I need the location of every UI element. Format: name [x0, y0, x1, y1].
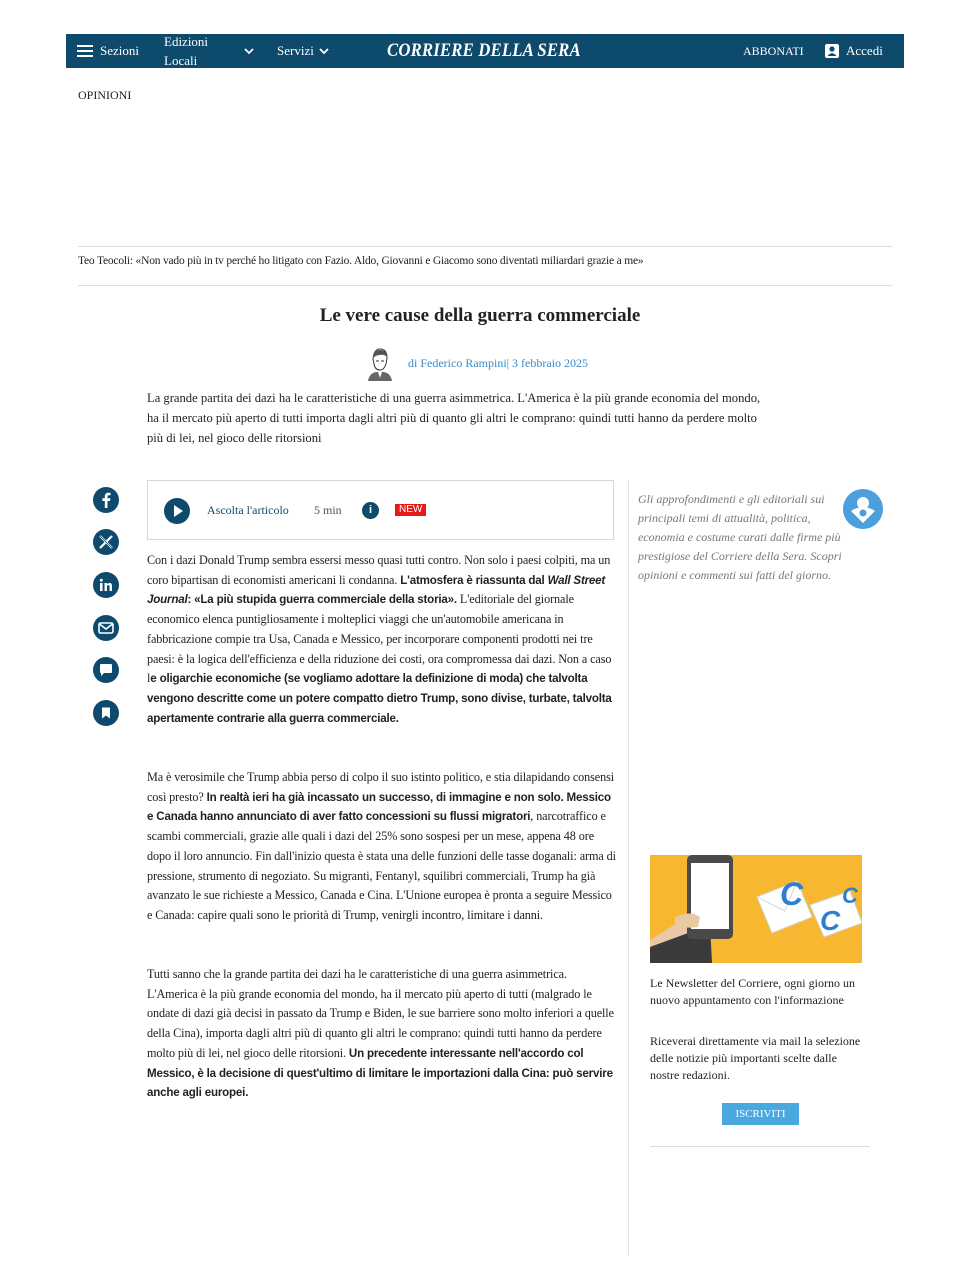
highlight-text: In realtà ieri ha già incassato un successo, di immagine e non solo. Messico e Canada hanno annunciato di aver fatto concessioni su flussi migratori	[147, 790, 611, 824]
paragraph-text: L'editoriale del giornale economico elenca puntigliosamente i molteplici viaggi che un'automobile americana in fabbricazione compie tra Usa, Canada e Messico, per incorporare componenti prodotti nei tre paesi: è la logica dell'efficienza e della riduzione dei costi, ora compromessa dai dazi. Non a caso l	[147, 592, 612, 686]
article-paragraph	[147, 551, 617, 728]
audio-duration: 5 min	[314, 503, 342, 517]
ticker-headline-link[interactable]: Teo Teocoli: «Non vado più in tv perché ho litigato con Fazio. Aldo, Giovanni e Giacomo sono diventati miliardari grazie a me»	[78, 255, 644, 267]
share-facebook-button[interactable]	[93, 487, 119, 513]
author-byline[interactable]: di Federico Rampini| 3 febbraio 2025	[408, 355, 589, 370]
paragraph-text: Tutti sanno che la grande partita dei dazi ha le caratteristiche di una guerra asimmetrica. L'America è la più grande economia del mondo, ha il mercato più aperto di tutti (malgrado le ondate di dazi già decisi in passato da Trump e Biden, le sue barriere sono molto inferiori a quelle della Cina), importa dagli altri più di quanto gli altri le comprano: quindi tutti hanno da perdere molto più di lei, nel gioco delle ritorsioni.	[147, 967, 614, 1060]
highlight-text: L'atmosfera è riassunta dal	[400, 573, 548, 587]
login-button[interactable]	[825, 34, 883, 68]
local-editions-chevron-button[interactable]	[244, 34, 254, 68]
top-navigation-bar	[66, 34, 904, 68]
newsletter-logo-letter: C	[780, 876, 804, 912]
local-editions-label-2: Locali	[164, 53, 198, 68]
newsletter-illustration	[650, 855, 862, 963]
highlight-text: e oligarchie economiche (se vogliamo adottare la definizione di moda) che talvolta vengono descritte come un potere compatto dietro Trump, sono divise, turbate, talvolta apertamente contrarie alla guerra commerciale.	[147, 672, 612, 725]
bookmark-button[interactable]	[93, 700, 119, 726]
lead-line: ha il mercato più aperto di tutti importa dagli altri più di quanto gli altri le comprano: quindi tutti hanno da perdere molto	[147, 411, 757, 425]
audio-player	[147, 480, 614, 540]
mail-icon	[98, 622, 114, 634]
article-lead	[147, 388, 827, 448]
highlight-text: Un precedente interessante nell'accordo col Messico, è la decisione di quest'ultimo di limitare le importazioni dalla Cina: può servire anche agli europei.	[147, 1046, 613, 1100]
share-email-button[interactable]	[93, 615, 119, 641]
site-logo: CORRIERE DELLA SERA	[387, 40, 581, 61]
x-icon	[99, 535, 113, 549]
paragraph-text: Con i dazi Donald Trump sembra essersi messo quasi tutti contro. Non solo i paesi colpiti, ma un coro bipartisan di economisti americani li condanna.	[147, 553, 611, 587]
linkedin-icon	[99, 578, 113, 592]
subscribe-label: ABBONATI	[743, 43, 804, 58]
highlight-text-italic: Wall Street Journal	[147, 573, 606, 607]
chevron-down-icon	[319, 47, 329, 55]
sections-label: Sezioni	[100, 43, 139, 58]
divider	[650, 1146, 870, 1147]
article-paragraph	[147, 768, 617, 926]
user-icon	[825, 44, 839, 58]
new-badge: NEW	[395, 504, 426, 516]
paragraph-text: , narcotraffico e scambi commerciali, grazie alle quali i dazi del 25% sono sospesi per un mese, appena 48 ore dopo il loro annuncio. Fin dall'inizio questa è stata una delle funzioni delle tasse doganali: arma di pressione, strumento di negoziato. Su migranti, Fentanyl, squilibri commerciali, Trump ha già avanzato le sue richieste a Messico, Canada e Cina. L'Unione europea è pronta a seguire Messico e Canada: capire quali sono le priorità di Trump, venirgli incontro, limitare i danni.	[147, 809, 616, 922]
newsletter-logo-letter: C	[820, 905, 841, 936]
chevron-down-icon	[244, 47, 254, 55]
sidebar-divider	[628, 480, 629, 1256]
divider	[78, 285, 892, 286]
highlight-text: : «La più stupida guerra commerciale della storia».	[187, 593, 457, 607]
subscribe-link[interactable]	[743, 34, 804, 68]
newsletter-description: Riceverai direttamente via mail la selezione delle notizie più importanti scelte dalle nostre redazioni.	[650, 1034, 861, 1082]
author-avatar	[362, 345, 398, 381]
newsletter-title: Le Newsletter del Corriere, ogni giorno un nuovo appuntamento con l'informazione	[650, 976, 855, 1007]
article-paragraph	[147, 965, 617, 1103]
listen-article-label[interactable]: Ascolta l'articolo	[207, 503, 289, 517]
share-linkedin-button[interactable]	[93, 572, 119, 598]
facebook-icon	[99, 492, 113, 508]
services-menu[interactable]	[277, 34, 329, 68]
comments-button[interactable]	[93, 657, 119, 683]
share-x-button[interactable]	[93, 529, 119, 555]
lead-line: La grande partita dei dazi ha le caratteristiche di una guerra asimmetrica. L'America è la più grande economia del mondo,	[147, 391, 761, 405]
byline	[362, 345, 588, 381]
paragraph-text: Ma è verosimile che Trump abbia perso di colpo il suo istinto politico, e stia dilapidando consensi così presto?	[147, 770, 615, 804]
article-title: Le vere cause della guerra commerciale	[319, 305, 641, 326]
info-icon[interactable]: i	[362, 502, 379, 519]
bookmark-icon	[101, 707, 111, 719]
comment-icon	[99, 663, 113, 677]
opinions-badge-icon	[843, 489, 883, 529]
sections-menu-button[interactable]	[77, 34, 139, 68]
section-label[interactable]: OPINIONI	[78, 88, 132, 102]
login-label: Accedi	[846, 43, 883, 58]
local-editions-label-1: Edizioni	[164, 34, 209, 49]
opinions-promo-text: Gli approfondimenti e gli editoriali sui principali temi di attualità, politica, economia e costume curati dalle firme più prestigiose del Corriere della Sera. Scopri opinioni e commenti sui fatti del giorno.	[638, 492, 842, 582]
hamburger-icon	[77, 45, 93, 57]
lead-line: più di lei, nel gioco delle ritorsioni	[147, 431, 322, 445]
newsletter-subscribe-button[interactable]: ISCRIVITI	[722, 1103, 799, 1125]
services-label: Servizi	[277, 43, 314, 58]
newsletter-logo-letter: C	[842, 883, 858, 908]
logo-link[interactable]	[387, 34, 607, 68]
local-editions-menu[interactable]	[164, 34, 208, 68]
divider	[78, 246, 892, 247]
play-button[interactable]	[164, 498, 190, 524]
